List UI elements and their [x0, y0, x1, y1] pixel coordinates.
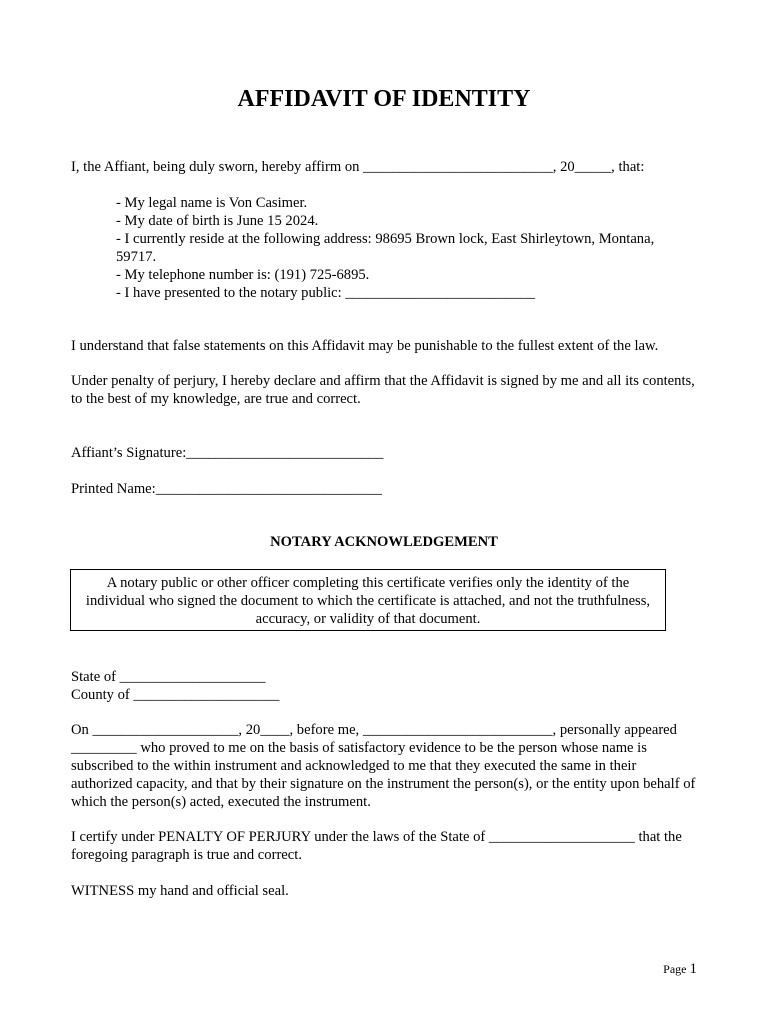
affiant-statements-list — [116, 194, 696, 302]
affirmation-intro: I, the Affiant, being duly sworn, hereby affirm on __________________________, 20_____, that: — [71, 159, 645, 175]
statement-presented-id: - I have presented to the notary public: __________________________ — [116, 285, 536, 301]
statement-address: - I currently reside at the following address: 98695 Brown lock, East Shirleytown, Montana, 59717. — [116, 231, 655, 265]
witness-line: WITNESS my hand and official seal. — [71, 883, 289, 899]
statement-legal-name: - My legal name is Von Casimer. — [116, 195, 308, 211]
appearance-paragraph: On ____________________, 20____, before me, __________________________, personally appeared _________ who proved to me on the basis of satisfactory evidence to be the person whose name is subscribed to the within instrument and acknowledged to me that they executed the same in their authorized capacity, and that by their signature on the instrument the person(s), or the entity upon behalf of which the person(s) acted, executed the instrument. — [71, 722, 696, 810]
state-line: State of ____________________ — [71, 669, 266, 685]
statement-telephone: - My telephone number is: (191) 725-6895. — [116, 267, 370, 283]
page-number — [663, 960, 697, 978]
page-label: Page — [663, 962, 687, 976]
perjury-declaration: Under penalty of perjury, I hereby declare and affirm that the Affidavit is signed by me and all its contents, to the best of my knowledge, are true and correct. — [71, 373, 695, 407]
certification-paragraph: I certify under PENALTY OF PERJURY under the laws of the State of ____________________ that the foregoing paragraph is true and correct. — [71, 829, 682, 863]
county-line: County of ____________________ — [71, 687, 280, 703]
notary-notice-box: A notary public or other officer completing this certificate verifies only the identity of the individual who signed the document to which the certificate is attached, and not the truthfulness, accuracy, or validity of that document. — [70, 569, 666, 631]
false-statement-notice: I understand that false statements on this Affidavit may be punishable to the fullest extent of the law. — [71, 338, 659, 354]
page-number-value: 1 — [689, 961, 697, 977]
statement-date-of-birth: - My date of birth is June 15 2024. — [116, 213, 319, 229]
notary-acknowledgement-heading: NOTARY ACKNOWLEDGEMENT — [270, 534, 498, 550]
printed-name-line: Printed Name:_______________________________ — [71, 481, 382, 497]
document-title: AFFIDAVIT OF IDENTITY — [237, 86, 531, 112]
affiant-signature-line: Affiant’s Signature:___________________________ — [71, 445, 384, 461]
